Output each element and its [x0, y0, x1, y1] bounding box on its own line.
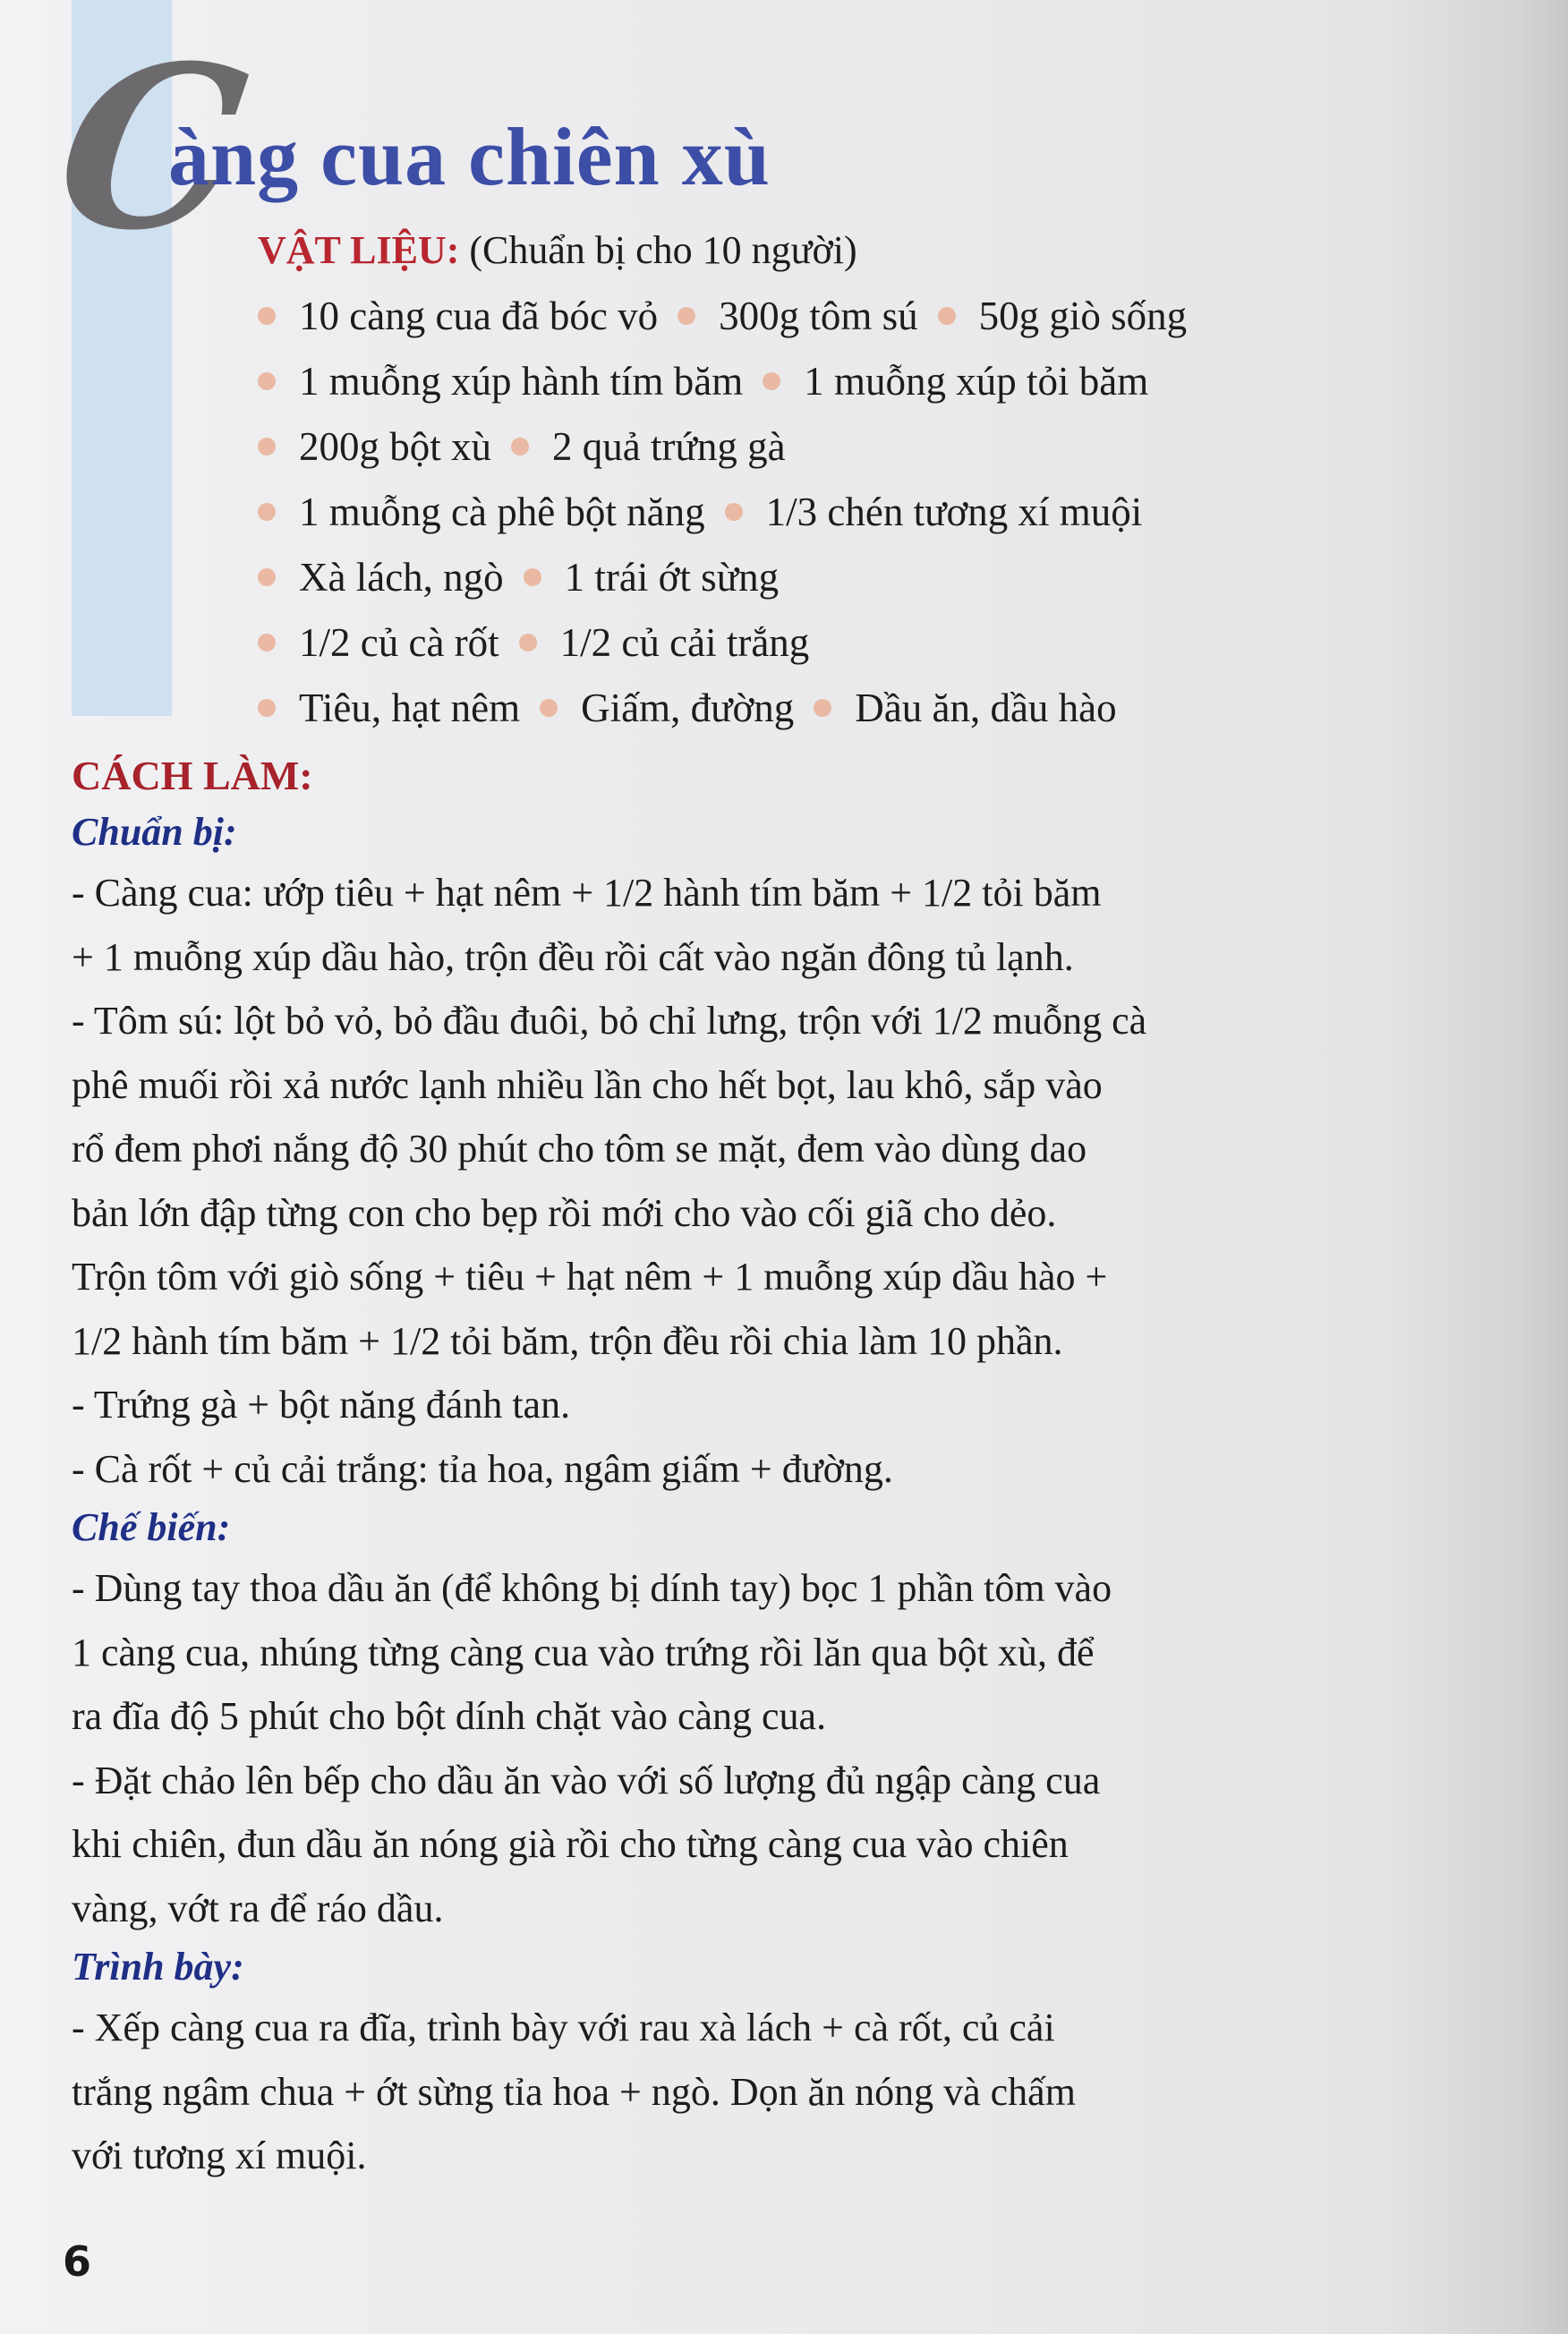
ingredient-item: 1 muỗng xúp hành tím băm: [258, 349, 743, 413]
servings-note: (Chuẩn bị cho 10 người): [469, 228, 857, 272]
text-line: khi chiên, đun dầu ăn nóng già rồi cho từng càng cua vào chiên: [72, 1822, 1069, 1866]
bullet-dot-icon: [511, 438, 529, 456]
ingredient-item: Xà lách, ngò: [258, 545, 504, 609]
method-section: [72, 748, 1486, 2188]
subheading-preparation: Chuẩn bị:: [72, 810, 237, 854]
ingredient-item: 1 muỗng cà phê bột năng: [258, 480, 705, 544]
ingredient-item: 1/2 củ cải trắng: [519, 610, 810, 675]
text-line: - Đặt chảo lên bếp cho dầu ăn vào với số lượng đủ ngập càng cua: [72, 1758, 1101, 1802]
bullet-dot-icon: [258, 307, 276, 325]
ingredient-item: 1/3 chén tương xí muội: [725, 480, 1143, 544]
text-line: - Dùng tay thoa dầu ăn (để không bị dính tay) bọc 1 phần tôm vào: [72, 1566, 1112, 1610]
text-line: + 1 muỗng xúp dầu hào, trộn đều rồi cất vào ngăn đông tủ lạnh.: [72, 934, 1074, 979]
text-line: ra đĩa độ 5 phút cho bột dính chặt vào càng cua.: [72, 1694, 827, 1738]
bullet-dot-icon: [814, 699, 831, 717]
text-line: - Càng cua: ướp tiêu + hạt nêm + 1/2 hành tím băm + 1/2 tỏi băm: [72, 871, 1102, 915]
ingredient-item: 1 trái ớt sừng: [524, 545, 779, 609]
text-line: - Trứng gà + bột năng đánh tan.: [72, 1383, 571, 1427]
bullet-dot-icon: [938, 307, 956, 325]
ingredient-row: [258, 413, 1529, 479]
ingredient-row: [258, 609, 1529, 675]
bullet-dot-icon: [725, 503, 743, 521]
text-line: trắng ngâm chua + ớt sừng tỉa hoa + ngò. Dọn ăn nóng và chấm: [72, 2069, 1076, 2114]
text-line: rổ đem phơi nắng độ 30 phút cho tôm se mặt, đem vào dùng dao: [72, 1127, 1087, 1171]
bullet-dot-icon: [519, 634, 537, 652]
method-heading: CÁCH LÀM:: [72, 753, 313, 798]
text-line: với tương xí muội.: [72, 2134, 367, 2177]
subheading-presentation: Trình bày:: [72, 1945, 244, 1989]
ingredient-item: 200g bột xù: [258, 414, 491, 479]
page-number: 6: [63, 2237, 92, 2286]
ingredient-item: Giấm, đường: [540, 676, 794, 740]
bullet-dot-icon: [258, 372, 276, 390]
ingredient-item: 300g tôm sú: [677, 284, 918, 348]
text-line: - Cà rốt + củ cải trắng: tỉa hoa, ngâm giấm + đường.: [72, 1446, 893, 1491]
ingredient-row: [258, 675, 1529, 740]
bullet-dot-icon: [258, 634, 276, 652]
ingredient-item: 1/2 củ cà rốt: [258, 610, 499, 675]
text-line: bản lớn đập từng con cho bẹp rồi mới cho vào cối giã cho dẻo.: [72, 1190, 1057, 1235]
text-line: - Xếp càng cua ra đĩa, trình bày với rau xà lách + cà rốt, củ cải: [72, 2006, 1055, 2049]
subheading-cooking: Chế biến:: [72, 1505, 231, 1549]
bullet-dot-icon: [258, 699, 276, 717]
ingredient-item: Dầu ăn, dầu hào: [814, 676, 1116, 740]
bullet-dot-icon: [524, 568, 541, 586]
ingredient-item: 1 muỗng xúp tỏi băm: [763, 349, 1148, 413]
title-text: àng cua chiên xù: [168, 111, 771, 202]
bullet-dot-icon: [258, 568, 276, 586]
ingredient-item: 10 càng cua đã bóc vỏ: [258, 284, 658, 348]
ingredients-header: [258, 224, 1529, 283]
ingredients-section: [258, 224, 1529, 740]
ingredient-item: Tiêu, hạt nêm: [258, 676, 520, 740]
text-line: vàng, vớt ra để ráo dầu.: [72, 1886, 444, 1930]
ingredient-row: [258, 283, 1529, 348]
bullet-dot-icon: [258, 503, 276, 521]
ingredients-label: VẬT LIỆU:: [258, 228, 460, 272]
bullet-dot-icon: [763, 372, 780, 390]
text-line: 1/2 hành tím băm + 1/2 tỏi băm, trộn đều rồi chia làm 10 phần.: [72, 1318, 1063, 1363]
ingredient-item: 2 quả trứng gà: [511, 414, 786, 479]
bullet-dot-icon: [677, 307, 695, 325]
ingredient-row: [258, 348, 1529, 413]
text-line: phê muối rồi xả nước lạnh nhiều lần cho hết bọt, lau khô, sắp vào: [72, 1062, 1103, 1107]
ingredient-row: [258, 544, 1529, 609]
text-line: 1 càng cua, nhúng từng càng cua vào trứng rồi lăn qua bột xù, để: [72, 1630, 1095, 1674]
bullet-dot-icon: [258, 438, 276, 456]
title-drop-cap: C: [44, 16, 260, 279]
ingredient-row: [258, 479, 1529, 544]
text-line: - Tôm sú: lột bỏ vỏ, bỏ đầu đuôi, bỏ chỉ lưng, trộn với 1/2 muỗng cà: [72, 999, 1147, 1043]
ingredient-item: 50g giò sống: [938, 284, 1188, 348]
text-line: Trộn tôm với giò sống + tiêu + hạt nêm + 1 muỗng xúp dầu hào +: [72, 1255, 1108, 1299]
bullet-dot-icon: [540, 699, 558, 717]
